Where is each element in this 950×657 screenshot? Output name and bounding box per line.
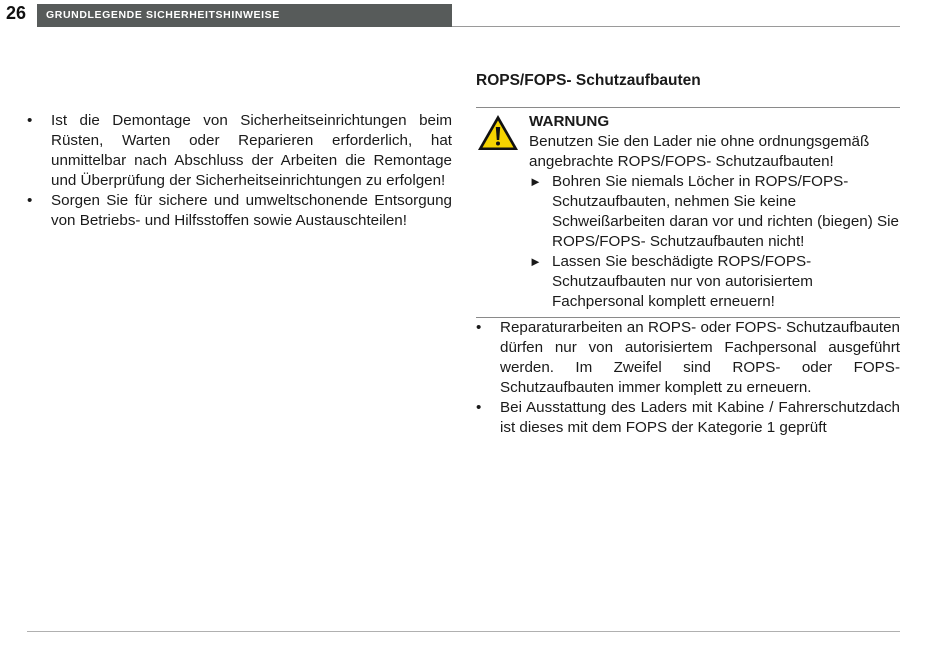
warning-instructions: [529, 172, 900, 312]
bullet-icon: •: [476, 319, 482, 336]
list-item: [529, 252, 900, 312]
warning-triangle-icon: [477, 114, 519, 152]
list-item-text: Reparaturarbeiten an ROPS- oder FOPS- Schutzaufbauten dürfen nur von autorisiertem Fachpersonal ausgeführt werden. Im Zweifel sind ROPS- oder FOPS-Schutzaufbauten immer komplett zu erneuern.: [500, 319, 900, 396]
left-bullet-list: [27, 111, 452, 231]
page-number: 26: [6, 3, 27, 23]
arrow-right-icon: ►: [529, 254, 542, 269]
right-column: [476, 71, 900, 438]
left-column: [27, 111, 452, 231]
section-header: GRUNDLEGENDE SICHERHEITSHINWEISE: [37, 4, 452, 27]
list-item: [27, 191, 452, 231]
list-item-text: Sorgen Sie für sichere und umweltschonende Entsorgung von Betriebs- und Hilfsstoffen sowie Austauschteilen!: [51, 192, 452, 229]
warning-title: WARNUNG: [529, 113, 610, 130]
arrow-right-icon: ►: [529, 174, 542, 189]
header-rule: [452, 26, 900, 27]
list-item-text: Bei Ausstattung des Laders mit Kabine / Fahrerschutzdach ist dieses mit dem FOPS der Kategorie 1 geprüft: [500, 399, 900, 436]
warning-box: [476, 107, 900, 318]
list-item: [529, 172, 900, 252]
list-item: [476, 318, 900, 398]
list-item: [27, 111, 452, 191]
footer-rule: [27, 631, 900, 632]
warning-text: Benutzen Sie den Lader nie ohne ordnungsgemäß angebrachte ROPS/FOPS- Schutzaufbauten!: [529, 133, 870, 170]
list-item-text: Lassen Sie beschädigte ROPS/FOPS- Schutzaufbauten nur von autorisiertem Fachpersonal komplett erneuern!: [552, 253, 813, 310]
bullet-icon: •: [27, 192, 33, 209]
section-title: ROPS/FOPS- Schutzaufbauten: [476, 72, 701, 89]
bullet-icon: •: [27, 112, 33, 129]
right-bullet-list: [476, 318, 900, 438]
bullet-icon: •: [476, 399, 482, 416]
list-item-text: Bohren Sie niemals Löcher in ROPS/FOPS-Schutzaufbauten, nehmen Sie keine Schweißarbeiten daran vor und richten (biegen) Sie ROPS/FOPS- Schutzaufbauten nicht!: [552, 173, 899, 250]
list-item: [476, 398, 900, 438]
list-item-text: Ist die Demontage von Sicherheitseinrichtungen beim Rüsten, Warten oder Reparieren erforderlich, hat unmittelbar nach Abschluss der Arbeiten die Remontage und Überprüfung der Sicherheitseinrichtungen zu erfolgen!: [51, 112, 452, 189]
